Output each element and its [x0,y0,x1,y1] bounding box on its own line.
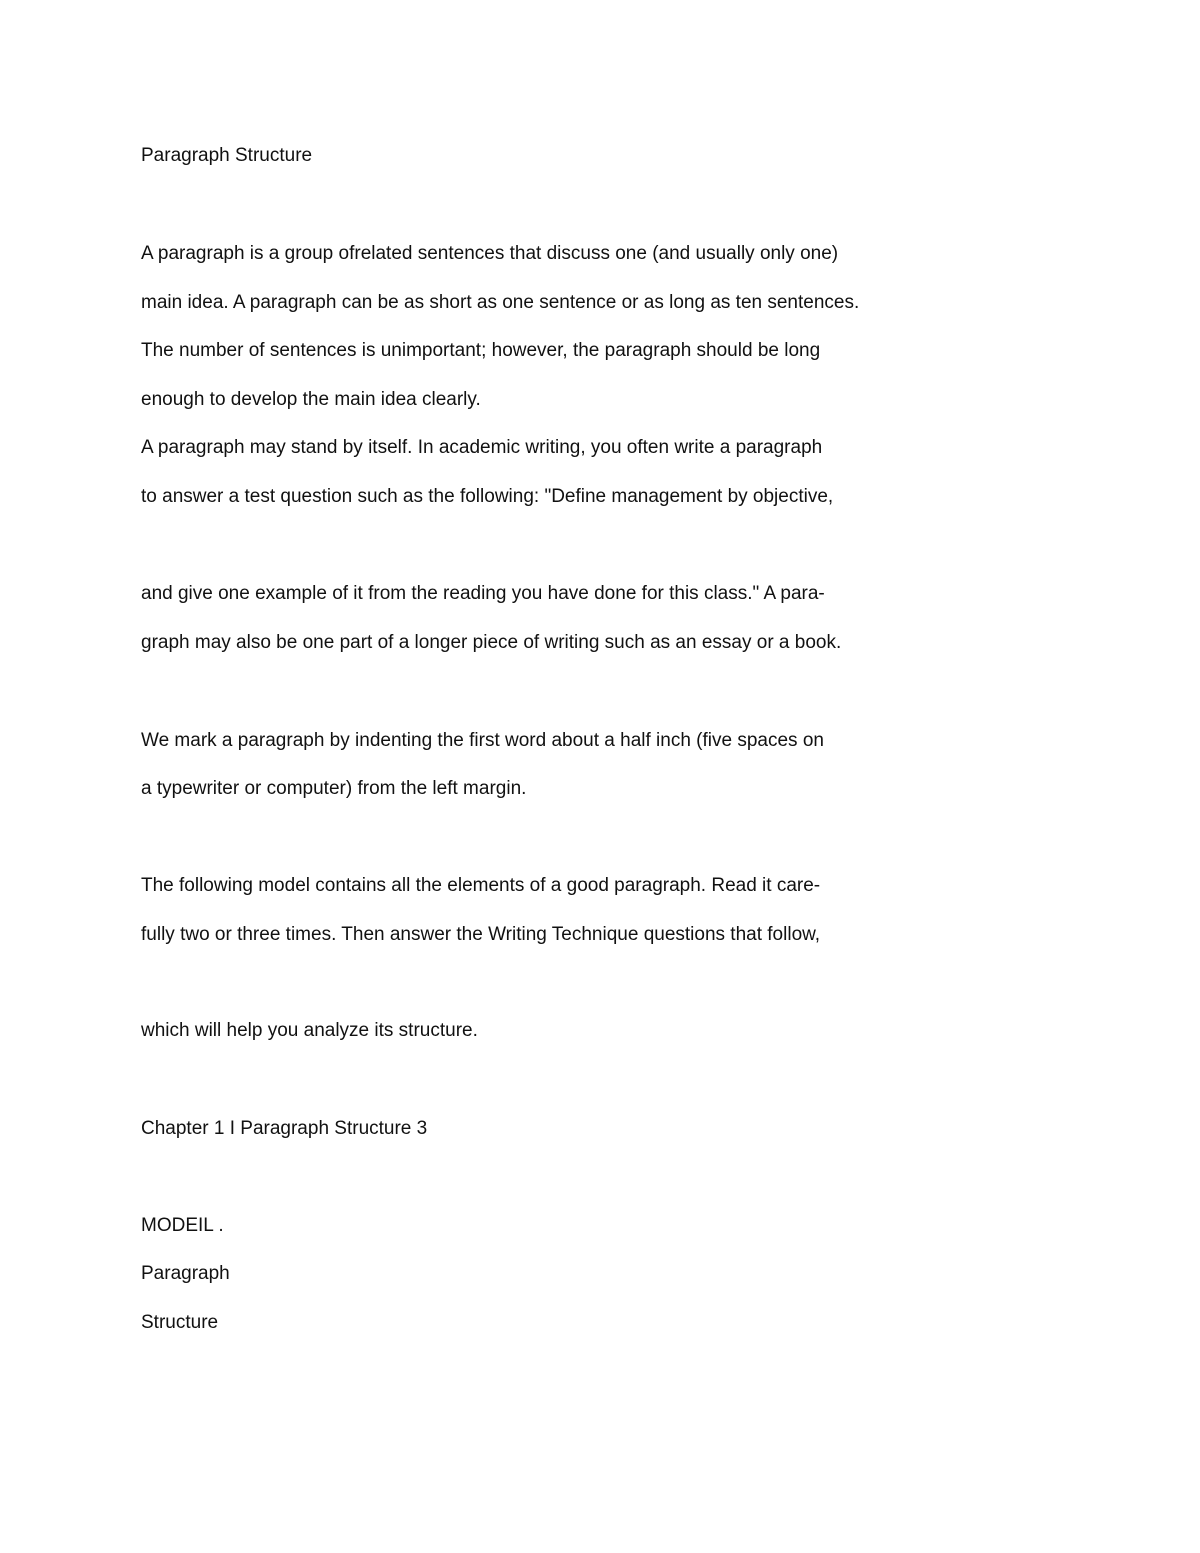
text-line: fully two or three times. Then answer the Writing Technique questions that follow, [141,924,821,945]
model-heading-line-2: Structure [141,1312,219,1333]
text-line: The number of sentences is unimportant; however, the paragraph should be long [141,340,821,361]
text-line: enough to develop the main idea clearly. [141,389,481,410]
text-line: A paragraph is a group ofrelated sentences that discuss one (and usually only one) [141,243,839,264]
model-label: MODEIL . [141,1215,224,1236]
text-line: which will help you analyze its structure. [141,1020,478,1041]
text-line: We mark a paragraph by indenting the first word about a half inch (five spaces on [141,730,824,751]
text-line: to answer a test question such as the following: "Define management by objective, [141,486,834,507]
text-line: and give one example of it from the reading you have done for this class." A para- [141,583,825,604]
text-line: The following model contains all the elements of a good paragraph. Read it care- [141,875,821,896]
text-line: a typewriter or computer) from the left margin. [141,778,527,799]
page-title: Paragraph Structure [141,145,313,166]
text-line: graph may also be one part of a longer piece of writing such as an essay or a book. [141,632,842,653]
text-line: A paragraph may stand by itself. In academic writing, you often write a paragraph [141,437,823,458]
chapter-footer: Chapter 1 I Paragraph Structure 3 [141,1118,428,1139]
text-line: main idea. A paragraph can be as short as one sentence or as long as ten sentences. [141,292,860,313]
model-heading-line-1: Paragraph [141,1263,230,1284]
